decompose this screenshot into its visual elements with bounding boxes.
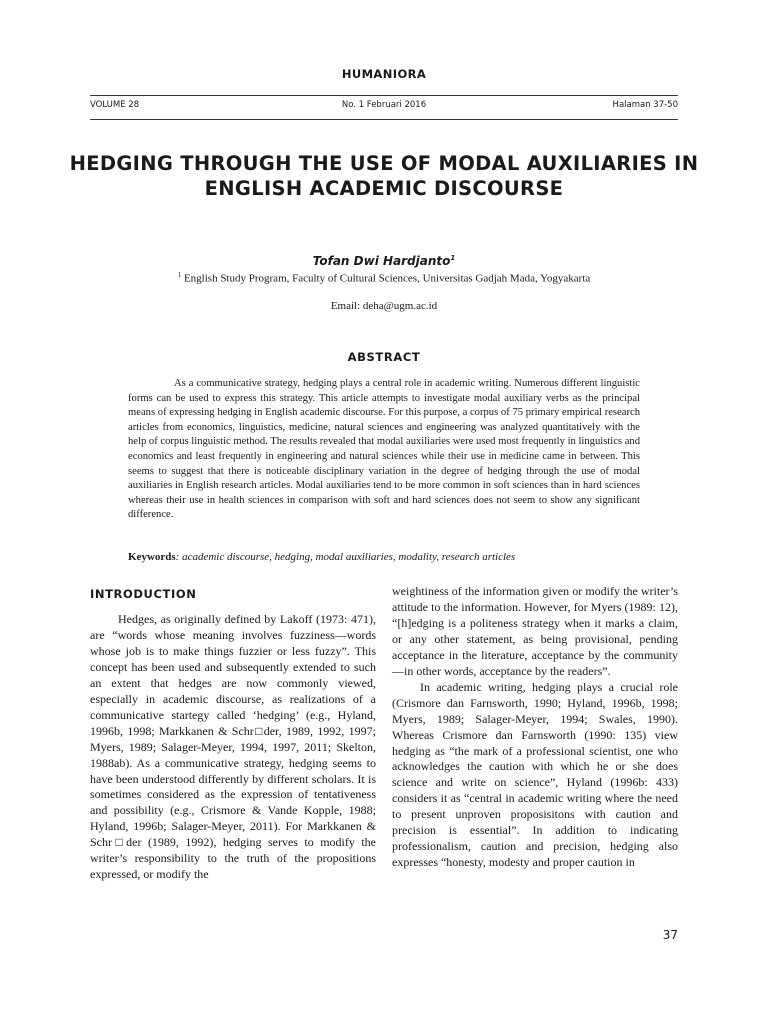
author-name: Tofan Dwi Hardjanto bbox=[312, 254, 451, 268]
intro-paragraph-1: Hedges, as originally defined by Lakoff (1973: 471), are “words whose meaning involves fuzziness—words whose job is to make things fuzzier or less fuzzy”. This concept has been used and subsequently extended to such an extent that hedges are now commonly viewed, especially in academic discourse, as realizations of a communicative startegy called ‘hedging’ (e.g., Hyland, 1996b, 1998; Markkanen & Schr□der, 1989, 1992, 1997; Myers, 1989; Salager-Meyer, 1994, 1997, 2011; Skelton, 1988ab). As a communicative strategy, hedging seems to have been understood differently by different scholars. It is sometimes considered as the expression of tentativeness and possibility (e.g., Crismore & Vande Kopple, 1988; Hyland, 1996b; Salager-Meyer, 2011). For Markkanen & Schr□der (1989, 1992), hedging serves to modify the writer’s responsibility to the truth of the propositions expressed, or modify the bbox=[90, 612, 376, 882]
header-top-rule bbox=[90, 95, 678, 96]
abstract-text: As a communicative strategy, hedging plays a central role in academic writing. Numerous different linguistic forms can be used to express this strategy. This article attempts to investigate modal auxiliary verbs as the principal means of expressing hedging in English academic discourse. For this purpose, a corpus of 75 primary empirical research articles from economics, linguistics, medicine, natural sciences and engineering was analyzed quantitatively with the help of corpus linguistic method. The results revealed that modal auxiliaries were used most frequently in linguistics and economics and least frequently in engineering and natural sciences while their use in medicine came in between. This seems to suggest that there is noticeable disciplinary variation in the degree of hedging through the use of modal auxiliaries in English research articles. Modal auxiliaries tend to be more common in soft sciences than in hard sciences whereas their use in health sciences in comparison with soft and hard sciences does not seem to show any significant difference. bbox=[128, 378, 640, 521]
issue-label: No. 1 Februari 2016 bbox=[341, 100, 427, 110]
page-range-label: Halaman 37-50 bbox=[612, 100, 678, 110]
intro-paragraph-2: In academic writing, hedging plays a crucial role (Crismore dan Farnsworth, 1990; Hyland, 1996b, 1998; Myers, 1989; Salager-Meyer, 1994; Swales, 1990). Whereas Crismore dan Farnsworth (1990: 135) view hedging as “the mark of a professional scientist, one who acknowledges the caution with which he or she does science and write on science”, Hyland (1996b: 433) considers it as “central in academic writing where the need to present unproven proposisitons with caution and precision is essential”. In addition to indicating professionalism, caution and precision, hedging also expresses “honesty, modesty and proper caution in bbox=[392, 679, 678, 870]
volume-label: VOLUME 28 bbox=[90, 100, 140, 110]
keywords-list: : academic discourse, hedging, modal auxiliaries, modality, research articles bbox=[175, 551, 516, 563]
author-superscript: 1 bbox=[450, 254, 456, 262]
keywords-line bbox=[128, 551, 640, 563]
keywords-label: Keywords bbox=[128, 551, 176, 563]
intro-paragraph-1-continued: weightiness of the information given or modify the writer’s attitude to the information. However, for Myers (1989: 12), “[h]edging is a politeness strategy when it marks a claim, or any other statement, as being provisional, pending acceptance in the literature, acceptance by the community—in other words, acceptance by the readers”. bbox=[392, 584, 678, 678]
affiliation-line bbox=[0, 271, 768, 285]
author-email: Email: deha@ugm.ac.id bbox=[330, 300, 438, 312]
abstract-heading: ABSTRACT bbox=[347, 350, 421, 364]
journal-name: HUMANIORA bbox=[341, 67, 427, 81]
author-line bbox=[0, 254, 768, 268]
introduction-heading: INTRODUCTION bbox=[90, 587, 197, 601]
affiliation-superscript: 1 bbox=[177, 271, 182, 279]
issue-meta-line bbox=[90, 100, 678, 114]
header-bottom-rule bbox=[90, 119, 678, 120]
article-title: HEDGING THROUGH THE USE OF MODAL AUXILIARIES IN ENGLISH ACADEMIC DISCOURSE bbox=[69, 152, 699, 200]
affiliation-text: English Study Program, Faculty of Cultural Sciences, Universitas Gadjah Mada, Yogyakarta bbox=[181, 272, 591, 285]
right-column bbox=[392, 584, 678, 871]
page-number: 37 bbox=[662, 928, 678, 942]
left-column bbox=[90, 612, 376, 883]
